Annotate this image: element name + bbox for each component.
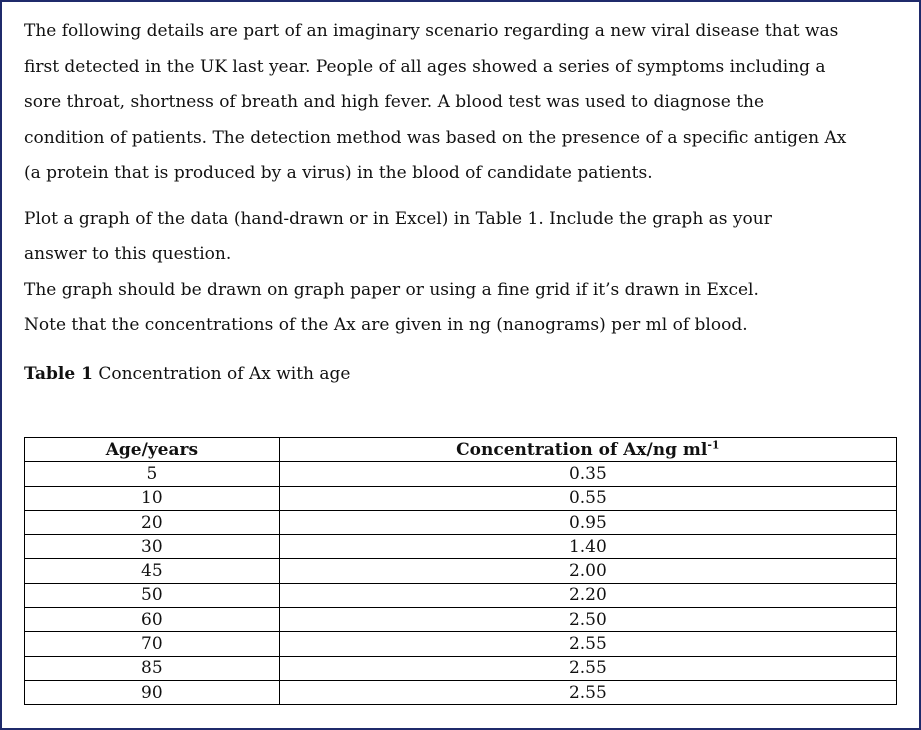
concentration-cell: 2.00: [279, 559, 896, 583]
table-caption: [24, 362, 896, 386]
instruction-line: The graph should be drawn on graph paper or using a fine grid if it’s drawn in Excel.: [24, 279, 759, 300]
age-cell: 90: [25, 680, 280, 704]
concentration-cell: 0.55: [279, 486, 896, 510]
intro-line: The following details are part of an imaginary scenario regarding a new viral disease that was: [24, 21, 839, 41]
age-cell: 60: [25, 608, 280, 632]
concentration-cell: 2.20: [279, 583, 896, 607]
intro-paragraph: [24, 14, 896, 192]
concentration-column-header: [279, 438, 896, 462]
age-cell: 70: [25, 632, 280, 656]
concentration-cell: 2.55: [279, 680, 896, 704]
instruction-line: Note that the concentrations of the Ax are given in ng (nanograms) per ml of blood.: [24, 315, 748, 335]
age-cell: 10: [25, 486, 280, 510]
table-row: [25, 583, 897, 607]
table-row: [25, 680, 897, 704]
concentration-cell: 2.55: [279, 632, 896, 656]
table-row: [25, 486, 897, 510]
table-row: [25, 510, 897, 534]
concentration-cell: 2.50: [279, 608, 896, 632]
table-row: [25, 632, 897, 656]
instruction-line: answer to this question.: [24, 244, 232, 264]
instructions-paragraph: [24, 202, 896, 344]
concentration-cell: 2.55: [279, 656, 896, 680]
concentration-cell: 0.95: [279, 510, 896, 534]
table-header-row: [25, 438, 897, 462]
intro-line: sore throat, shortness of breath and high fever. A blood test was used to diagnose the: [24, 92, 765, 112]
table-row: [25, 559, 897, 583]
age-cell: 5: [25, 462, 280, 486]
age-cell: 85: [25, 656, 280, 680]
age-cell: 20: [25, 510, 280, 534]
age-cell: 30: [25, 535, 280, 559]
table-caption-label: Table 1: [24, 363, 93, 384]
table-row: [25, 608, 897, 632]
concentration-header-text: Concentration of Ax/ng ml: [456, 439, 708, 460]
age-cell: 45: [25, 559, 280, 583]
concentration-cell: 0.35: [279, 462, 896, 486]
table-caption-text: Concentration of Ax with age: [92, 363, 351, 384]
concentration-header-superscript: -1: [707, 437, 720, 451]
intro-line: (a protein that is produced by a virus) in the blood of candidate patients.: [24, 163, 653, 183]
instruction-line: Plot a graph of the data (hand-drawn or in Excel) in Table 1. Include the graph as your: [24, 208, 772, 229]
concentration-cell: 1.40: [279, 535, 896, 559]
table-row: [25, 462, 897, 486]
concentration-table: [24, 437, 897, 705]
table-row: [25, 656, 897, 680]
intro-line: condition of patients. The detection method was based on the presence of a specific antigen Ax: [24, 127, 847, 148]
age-cell: 50: [25, 583, 280, 607]
document-body: [24, 14, 896, 386]
table-row: [25, 535, 897, 559]
age-column-header: Age/years: [25, 438, 280, 462]
intro-line: first detected in the UK last year. People of all ages showed a series of symptoms including a: [24, 56, 826, 77]
